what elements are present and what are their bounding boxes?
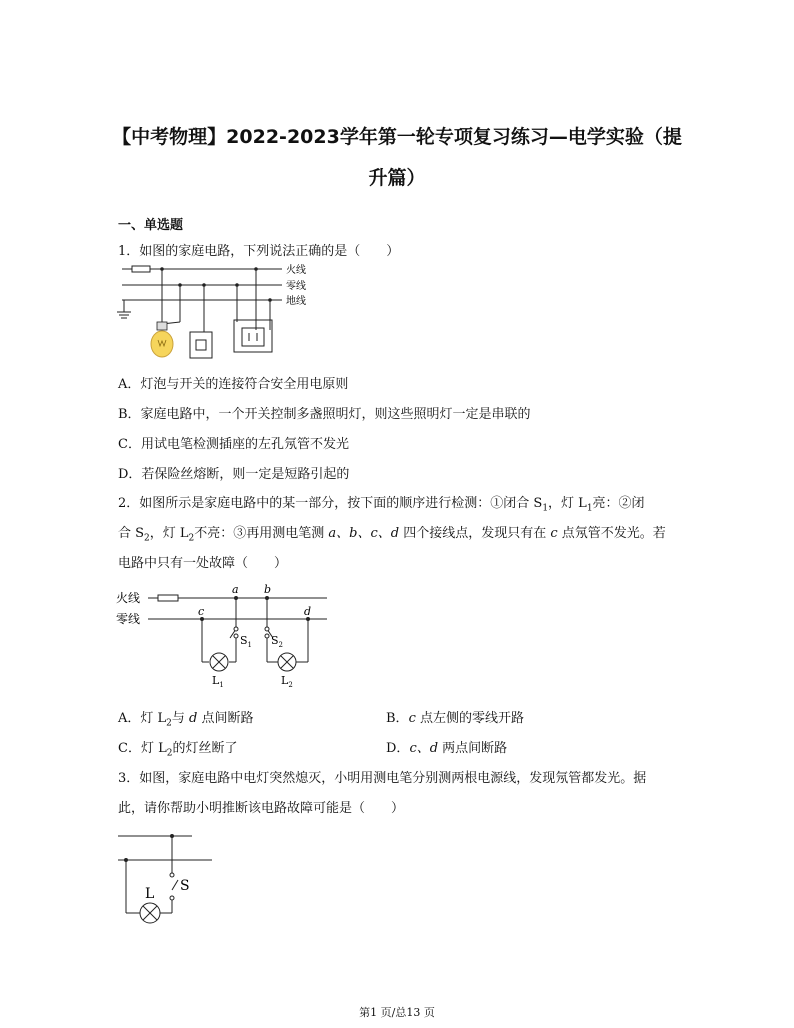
q1-label-neutral: 零线 <box>286 281 306 292</box>
q2-label-c: c <box>198 605 205 618</box>
q1-circuit-figure <box>112 262 332 362</box>
q2-option-b: B．c 点左侧的零线开路 <box>386 711 524 726</box>
page-title-line1: 【中考物理】2022-2023学年第一轮专项复习练习—电学实验（提 <box>112 126 682 148</box>
q2-label-b: b <box>264 583 272 596</box>
q2-label-s2: $S_2$ <box>271 634 284 649</box>
q2-option-c: C．灯 $L_2$的灯丝断了 <box>118 741 238 759</box>
q3-circuit-figure <box>112 828 222 932</box>
q3-label-l: L <box>145 886 155 902</box>
q1-label-ground: 地线 <box>286 296 306 307</box>
q2-label-d: d <box>304 605 312 618</box>
q1-option-a: A．灯泡与开关的连接符合安全用电原则 <box>118 377 349 392</box>
q1-option-d: D．若保险丝熔断，则一定是短路引起的 <box>118 467 350 482</box>
q3-line1: 3．如图，家庭电路中电灯突然熄灭，小明用测电笔分别测两根电源线，发现氖管都发光。据 <box>118 771 647 786</box>
q3-line2: 此，请你帮助小明推断该电路故障可能是（ ） <box>118 801 405 816</box>
q2-option-d: D．c、d 两点间断路 <box>386 741 508 756</box>
q2-option-a: A．灯 $L_2$与 d 点间断路 <box>118 711 254 729</box>
q2-label-l1: $L_1$ <box>212 674 224 689</box>
q1-option-b: B．家庭电路中，一个开关控制多盏照明灯，则这些照明灯一定是串联的 <box>118 407 531 422</box>
q1-option-c: C．用试电笔检测插座的左孔氖管不发光 <box>118 437 349 452</box>
q3-label-s: S <box>180 878 190 894</box>
page-footer: 第1 页/总13 页 <box>359 1006 435 1019</box>
q1-stem: 1．如图的家庭电路，下列说法正确的是（ ） <box>118 244 400 259</box>
q1-label-live: 火线 <box>286 265 306 276</box>
q2-line2: 合 $S_2$，灯 $L_2$不亮：③再用测电笔测 a、b、c、d 四个接线点，发现只有在 c 点氖管不发光。若 <box>118 526 666 544</box>
q2-label-l2: $L_2$ <box>281 674 293 689</box>
q2-label-live: 火线 <box>116 591 141 605</box>
q2-line1: 2．如图所示是家庭电路中的某一部分，按下面的顺序进行检测：①闭合 $S_1$，灯 $L_1$亮：②闭 <box>118 496 645 514</box>
section-heading: 一、单选题 <box>118 218 184 233</box>
q2-label-neutral: 零线 <box>116 612 141 626</box>
q2-line3: 电路中只有一处故障（ ） <box>118 556 288 571</box>
q2-circuit-figure <box>112 582 342 692</box>
page-title-line2: 升篇） <box>368 167 426 189</box>
q2-label-a: a <box>232 583 239 596</box>
q2-label-s1: $S_1$ <box>240 634 253 649</box>
